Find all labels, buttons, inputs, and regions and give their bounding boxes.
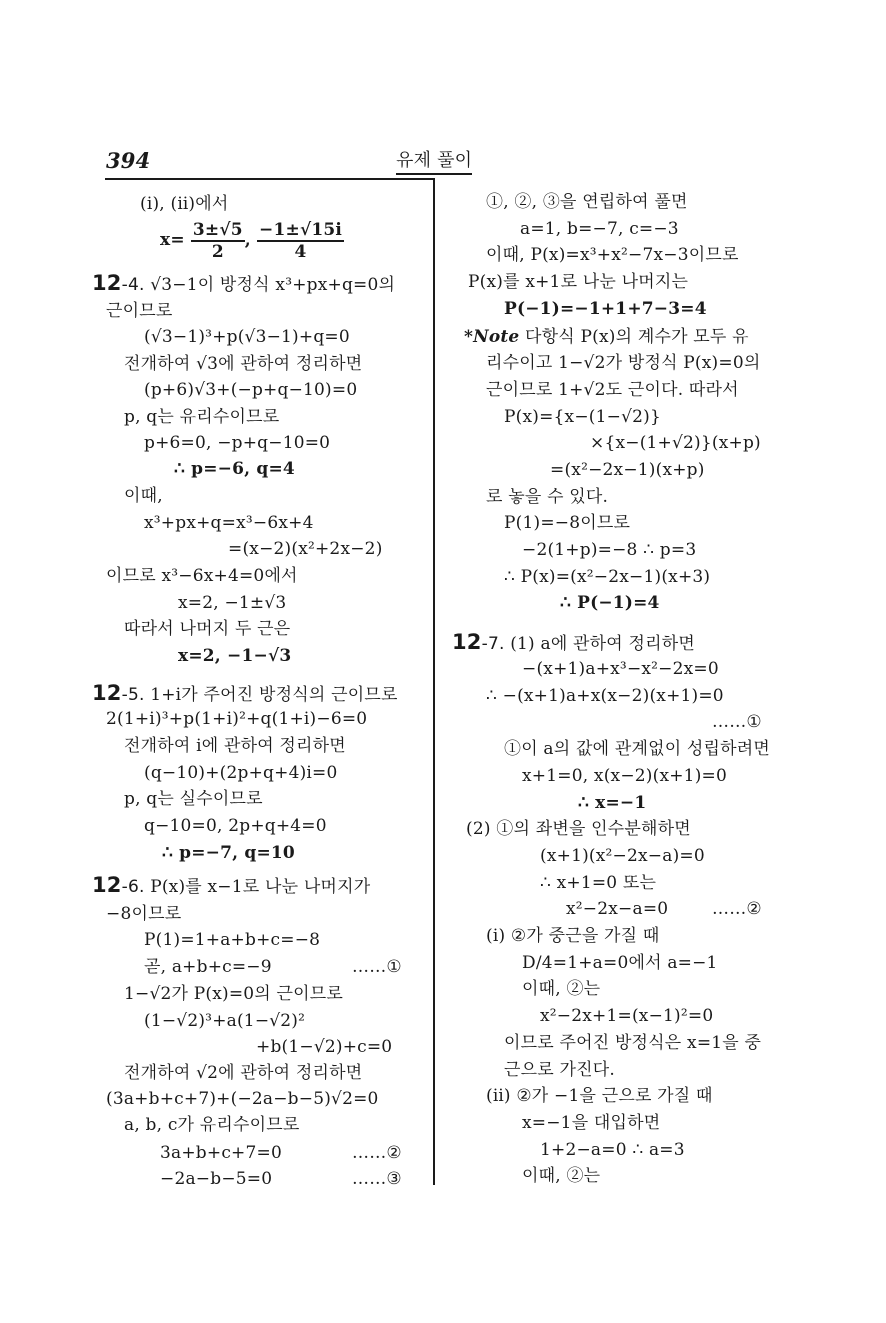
equation-line: ∴ x+1=0 또는: [540, 873, 657, 893]
equation-line: D/4=1+a=0에서 a=−1: [522, 953, 718, 973]
text-line: √3−1이 방정식 x³+px+q=0의: [150, 275, 396, 295]
equation-line: (√3−1)³+p(√3−1)+q=0: [144, 327, 350, 347]
text-line: 리수이고 1−√2가 방정식 P(x)=0의: [486, 353, 761, 373]
text-line: (ⅰ), (ⅱ)에서: [140, 194, 229, 214]
equation-line: x³+px+q=x³−6x+4: [144, 513, 314, 533]
text-line: 근이므로 1+√2도 근이다. 따라서: [486, 380, 739, 400]
problem-number: 12: [92, 271, 122, 295]
equation-line: (q−10)+(2p+q+4)i=0: [144, 763, 338, 783]
text-line: 이때,: [124, 486, 163, 506]
equation-line: =(x²−2x−1)(x+p): [550, 460, 705, 480]
text-line: x=−1을 대입하면: [522, 1113, 661, 1133]
text-line: a, b, c가 유리수이므로: [124, 1115, 300, 1135]
equation-marker: ……②: [712, 899, 762, 919]
text-line: P(x)를 x+1로 나눈 나머지는: [468, 272, 689, 292]
numerator: 3±√5: [192, 219, 243, 240]
equation-line: a=1, b=−7, c=−3: [520, 219, 679, 239]
text-line: 전개하여 √2에 관하여 정리하면: [124, 1063, 363, 1083]
header-rule: [105, 178, 435, 180]
text-line: (ⅰ) ②가 중근을 가질 때: [486, 926, 660, 946]
problem-subnumber: -7.: [481, 634, 505, 654]
numerator: −1±√15i: [259, 219, 343, 240]
note-line: [464, 326, 749, 348]
equation-line: (1−√2)³+a(1−√2)²: [144, 1011, 306, 1031]
denominator: 4: [294, 241, 307, 262]
text-line: 이므로 주어진 방정식은 x=1을 중: [504, 1033, 762, 1053]
equation-marker: ……②: [352, 1143, 402, 1163]
equation-line: +b(1−√2)+c=0: [256, 1037, 393, 1057]
text-line: 근으로 가진다.: [504, 1060, 615, 1080]
problem-number: 12: [452, 630, 482, 654]
equation-line: p+6=0, −p+q−10=0: [144, 433, 331, 453]
text-line: −8이므로: [106, 904, 182, 924]
equation-line: −(x+1)a+x³−x²−2x=0: [522, 659, 719, 679]
section-title: 유제 풀이: [396, 150, 472, 175]
equation-line: x²−2x+1=(x−1)²=0: [540, 1006, 714, 1026]
text-line: ①, ②, ③을 연립하여 풀면: [486, 192, 688, 212]
text-line: (ⅱ) ②가 −1을 근으로 가질 때: [486, 1086, 713, 1106]
equation-line: ∴ −(x+1)a+x(x−2)(x+1)=0: [486, 686, 724, 706]
text-line: p, q는 유리수이므로: [124, 407, 280, 427]
equation-line: x²−2x−a=0: [566, 899, 669, 919]
text-line: 1−√2가 P(x)=0의 근이므로: [124, 984, 343, 1004]
equation-line: −2a−b−5=0: [160, 1169, 273, 1189]
text-line: 이때, ②는: [522, 1166, 601, 1186]
equation-line: ∴ P(x)=(x²−2x−1)(x+3): [504, 567, 711, 587]
text-line: 따라서 나머지 두 근은: [124, 619, 291, 639]
equation-marker: ……①: [712, 712, 762, 732]
equation-line: ×{x−(1+√2)}(x+p): [590, 433, 761, 453]
text-line: 다항식 P(x)의 계수가 모두 유: [525, 327, 749, 347]
text-line: 전개하여 √3에 관하여 정리하면: [124, 354, 363, 374]
equation-line: 3a+b+c+7=0: [160, 1143, 282, 1163]
comma: ,: [244, 230, 251, 250]
formula-lhs: x=: [160, 230, 185, 250]
equation-line: P(1)=1+a+b+c=−8: [144, 930, 321, 950]
text-line: 1+i가 주어진 방정식의 근이므로: [150, 685, 398, 705]
equation-line: 1+2−a=0 ∴ a=3: [540, 1140, 685, 1160]
text-line: ①이 a의 값에 관계없이 성립하려면: [504, 739, 771, 759]
fraction: [257, 220, 344, 262]
denominator: 2: [211, 241, 224, 262]
text-line: 전개하여 i에 관하여 정리하면: [124, 736, 346, 756]
problem-number: 12: [92, 873, 122, 897]
equation-line: (3a+b+c+7)+(−2a−b−5)√2=0: [106, 1089, 379, 1109]
equation-line: P(x)={x−(1−√2)}: [504, 407, 661, 427]
equation-line: (x+1)(x²−2x−a)=0: [540, 846, 705, 866]
answer-line: ∴ x=−1: [578, 793, 647, 813]
problem-12-6: [92, 874, 370, 898]
equation-line: 2(1+i)³+p(1+i)²+q(1+i)−6=0: [106, 709, 368, 729]
equation-line: x=2, −1±√3: [178, 593, 287, 613]
answer-line: ∴ P(−1)=4: [560, 593, 660, 613]
equation-line: q−10=0, 2p+q+4=0: [144, 816, 327, 836]
problem-subnumber: -4.: [121, 275, 145, 295]
problem-12-7: [452, 631, 695, 655]
text-line: 이므로 x³−6x+4=0에서: [106, 566, 298, 586]
page-number: 394: [106, 148, 151, 173]
text-line: 이때, P(x)=x³+x²−7x−3이므로: [486, 245, 739, 265]
note-label: *Note: [464, 327, 520, 347]
problem-12-5: [92, 682, 398, 706]
answer-line: ∴ p=−7, q=10: [162, 843, 295, 863]
text-line: p, q는 실수이므로: [124, 789, 263, 809]
equation-marker: ……①: [352, 957, 402, 977]
answer-line: x=2, −1−√3: [178, 646, 292, 666]
equation-line: −2(1+p)=−8 ∴ p=3: [522, 540, 697, 560]
column-divider: [433, 180, 435, 1185]
text-line: (2) ①의 좌변을 인수분해하면: [466, 819, 691, 839]
text-line: 이때, ②는: [522, 979, 601, 999]
equation-line: x+1=0, x(x−2)(x+1)=0: [522, 766, 727, 786]
equation-line: =(x−2)(x²+2x−2): [228, 539, 383, 559]
problem-subnumber: -5.: [121, 685, 145, 705]
equation-line: 곧, a+b+c=−9: [144, 957, 272, 977]
answer-line: P(−1)=−1+1+7−3=4: [504, 299, 707, 319]
problem-number: 12: [92, 681, 122, 705]
text-line: 근이므로: [106, 301, 173, 321]
answer-line: ∴ p=−6, q=4: [174, 459, 295, 479]
text-line: (1) a에 관하여 정리하면: [510, 634, 696, 654]
problem-12-4: [92, 272, 395, 296]
formula-solution: [160, 218, 344, 262]
equation-line: P(1)=−8이므로: [504, 513, 631, 533]
problem-subnumber: -6.: [121, 877, 145, 897]
equation-marker: ……③: [352, 1169, 402, 1189]
fraction: [191, 220, 245, 262]
text-line: P(x)를 x−1로 나눈 나머지가: [150, 877, 371, 897]
text-line: 로 놓을 수 있다.: [486, 487, 609, 507]
equation-line: (p+6)√3+(−p+q−10)=0: [144, 380, 358, 400]
